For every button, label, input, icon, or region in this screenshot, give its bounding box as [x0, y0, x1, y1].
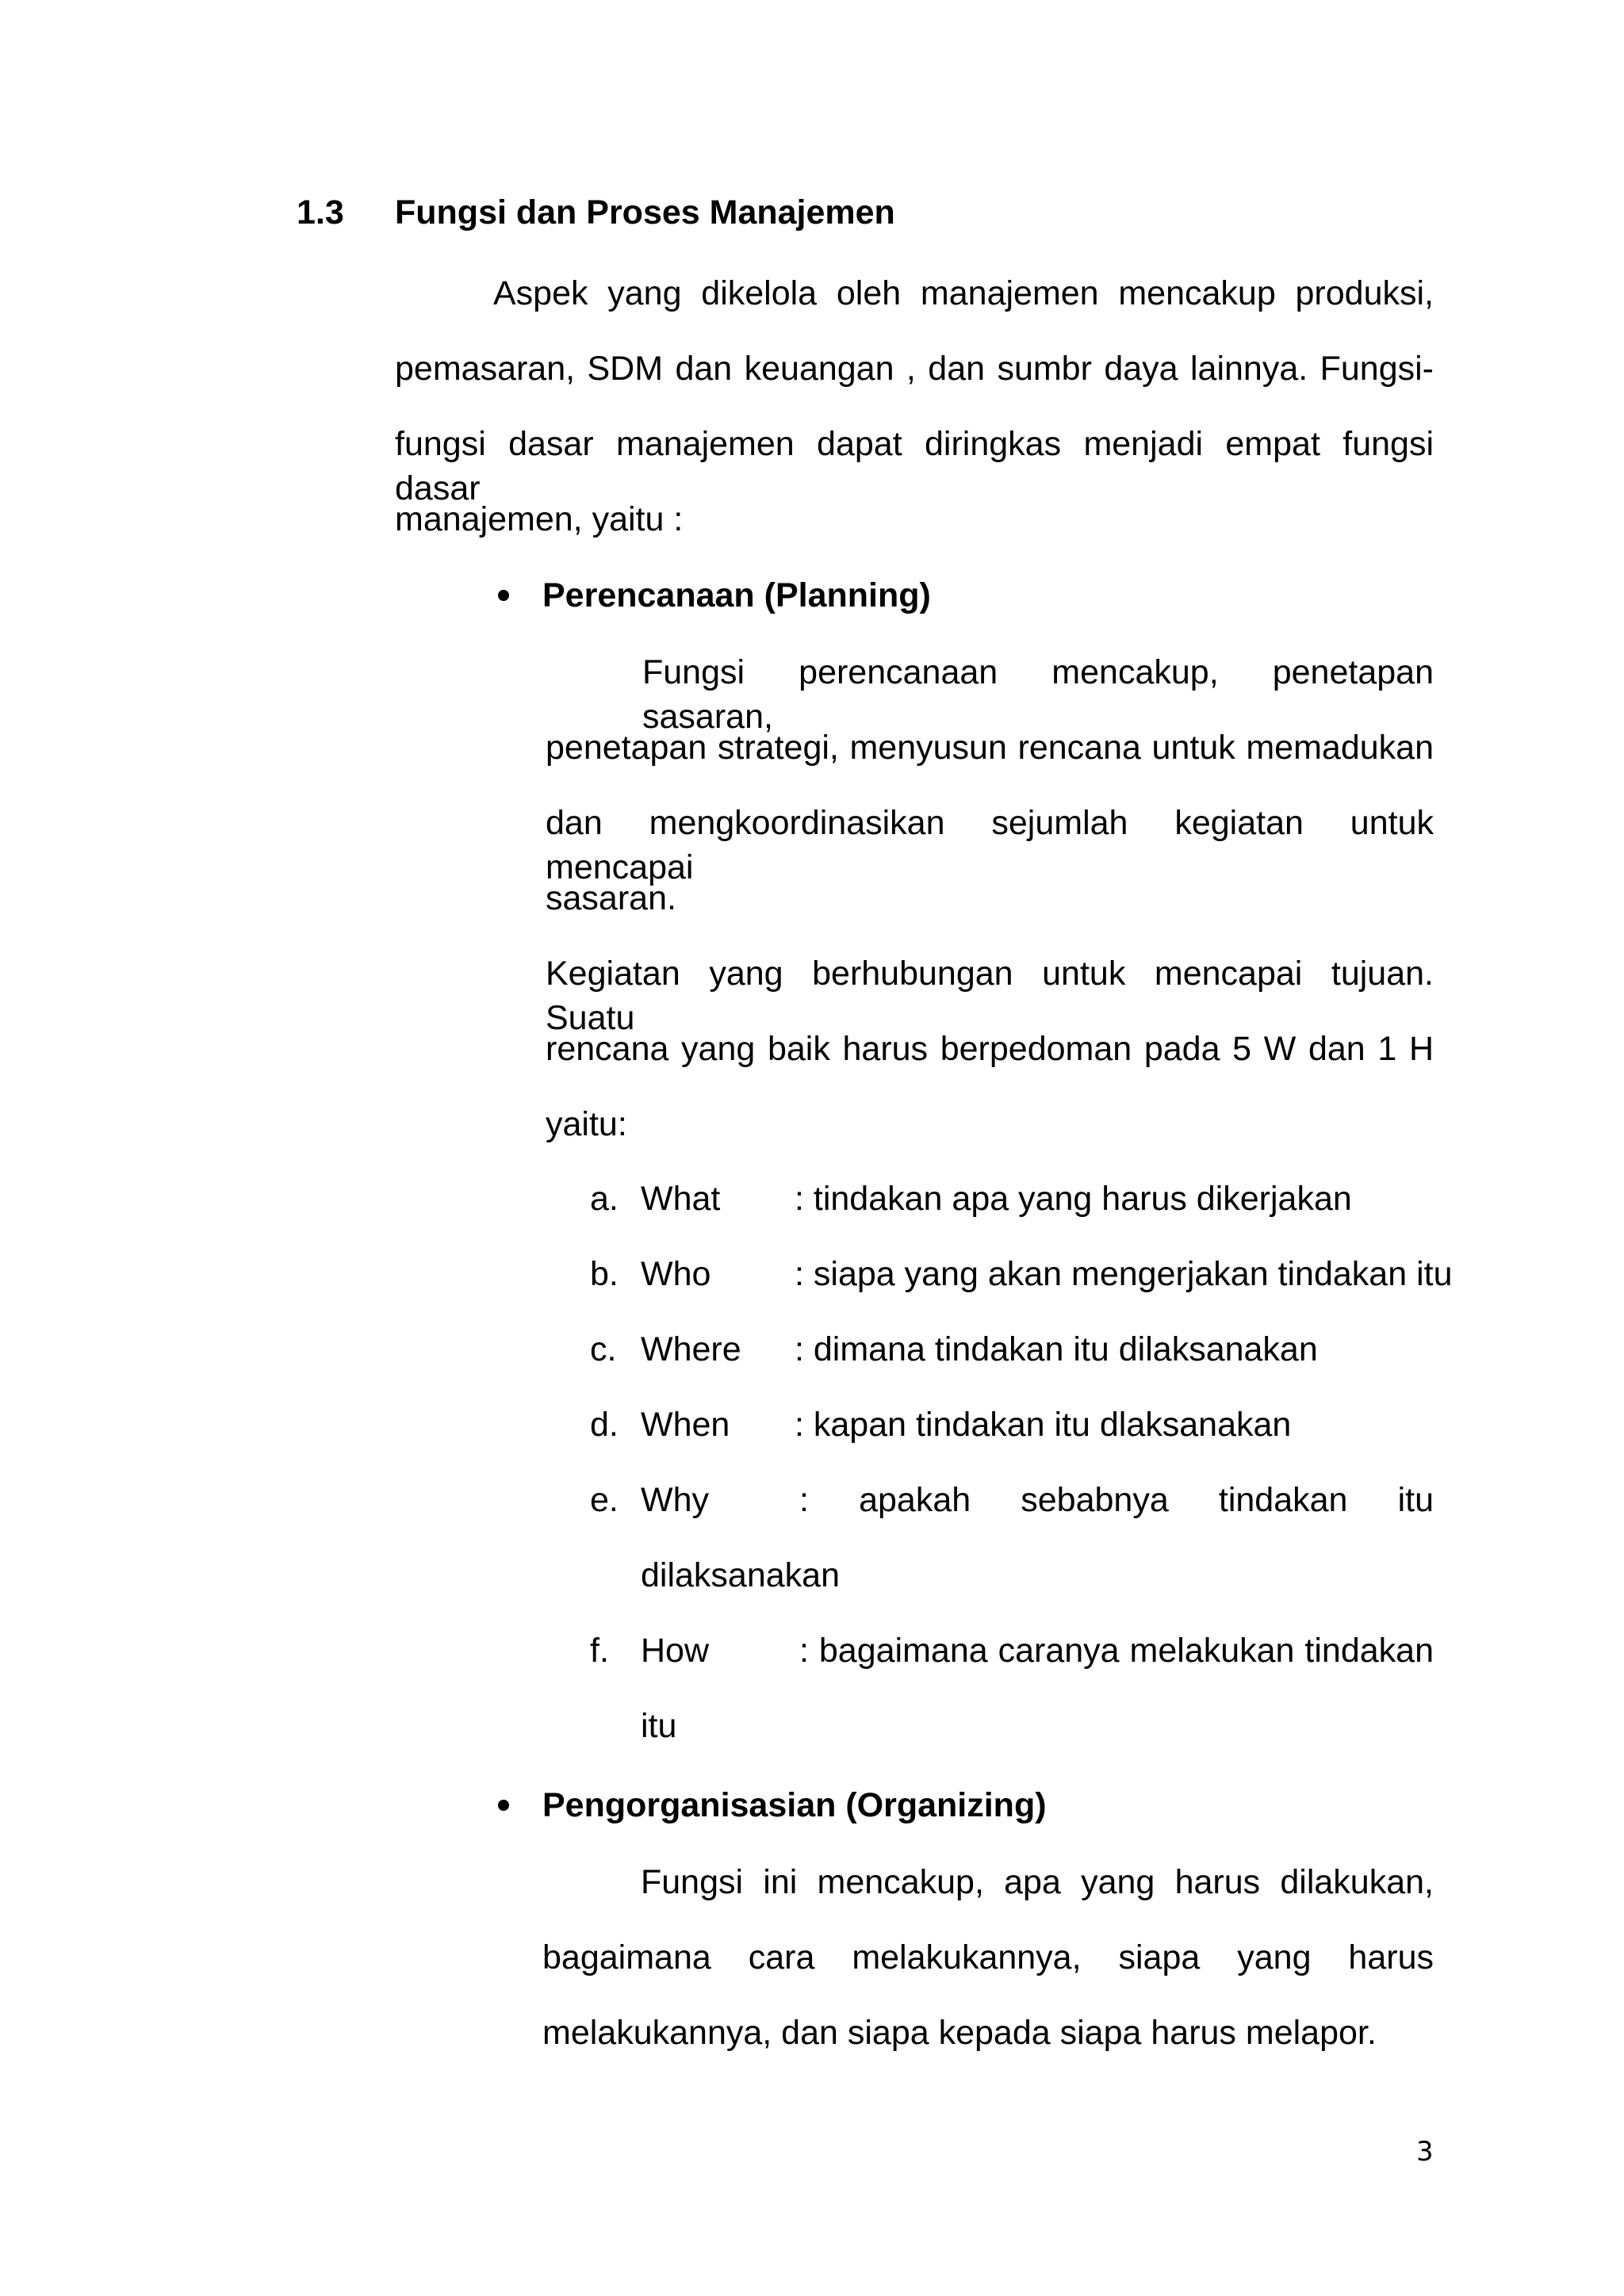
planning-para-line: yaitu: — [546, 1105, 627, 1143]
planning-para-line: Fungsi perencanaan mencakup, penetapan sasaran, — [642, 653, 1434, 736]
section-title: Fungsi dan Proses Manajemen — [395, 193, 895, 232]
list-item-term: Why — [641, 1481, 709, 1519]
planning-para-line: penetapan strategi, menyusun rencana untuk memadukan — [546, 729, 1434, 767]
list-item-term: When — [641, 1406, 730, 1444]
list-item-letter: e. — [590, 1481, 619, 1519]
list-item-definition: : siapa yang akan mengerjakan tindakan itu — [795, 1255, 1453, 1293]
page-number: 3 — [1416, 2136, 1434, 2168]
bullet-icon — [498, 1800, 509, 1811]
list-item-letter: f. — [590, 1632, 609, 1670]
intro-line: manajemen, yaitu : — [395, 500, 684, 538]
list-item-term: Where — [641, 1330, 741, 1368]
section-number: 1.3 — [297, 193, 344, 232]
list-item-definition: : apakah sebabnya tindakan itu — [799, 1481, 1434, 1519]
organizing-heading: Pengorganisasian (Organizing) — [542, 1786, 1047, 1824]
list-item-definition: : dimana tindakan itu dilaksanakan — [795, 1330, 1318, 1368]
list-item-definition: : tindakan apa yang harus dikerjakan — [795, 1180, 1352, 1218]
list-item-term: How — [641, 1632, 710, 1670]
list-item-letter: d. — [590, 1406, 619, 1444]
list-item-letter: b. — [590, 1255, 619, 1293]
organizing-para-line: bagaimana cara melakukannya, siapa yang harus — [542, 1938, 1434, 1976]
list-item-continuation: dilaksanakan — [641, 1556, 841, 1594]
planning-para-line: sasaran. — [546, 879, 676, 917]
list-item-letter: c. — [590, 1330, 617, 1368]
list-item-term: What — [641, 1180, 721, 1218]
list-item-continuation: itu — [641, 1707, 677, 1745]
organizing-para-line: melakukannya, dan siapa kepada siapa harus melapor. — [542, 2014, 1377, 2052]
list-item-definition: : bagaimana caranya melakukan tindakan — [799, 1632, 1434, 1670]
intro-line: pemasaran, SDM dan keuangan , dan sumbr daya lainnya. Fungsi- — [395, 350, 1434, 388]
list-item-letter: a. — [590, 1180, 619, 1218]
intro-line: fungsi dasar manajemen dapat diringkas menjadi empat fungsi dasar — [395, 425, 1434, 507]
organizing-para-line: Fungsi ini mencakup, apa yang harus dilakukan, — [641, 1863, 1434, 1901]
planning-para-line: rencana yang baik harus berpedoman pada 5 W dan 1 H — [546, 1030, 1434, 1068]
planning-para-line: dan mengkoordinasikan sejumlah kegiatan untuk mencapai — [546, 804, 1434, 886]
planning-heading: Perencanaan (Planning) — [542, 576, 931, 614]
intro-line: Aspek yang dikelola oleh manajemen mencakup produksi, — [493, 274, 1434, 312]
list-item-definition: : kapan tindakan itu dlaksanakan — [795, 1406, 1292, 1444]
planning-para-line: Kegiatan yang berhubungan untuk mencapai tujuan. Suatu — [546, 955, 1434, 1037]
bullet-icon — [498, 590, 509, 601]
list-item-term: Who — [641, 1255, 711, 1293]
